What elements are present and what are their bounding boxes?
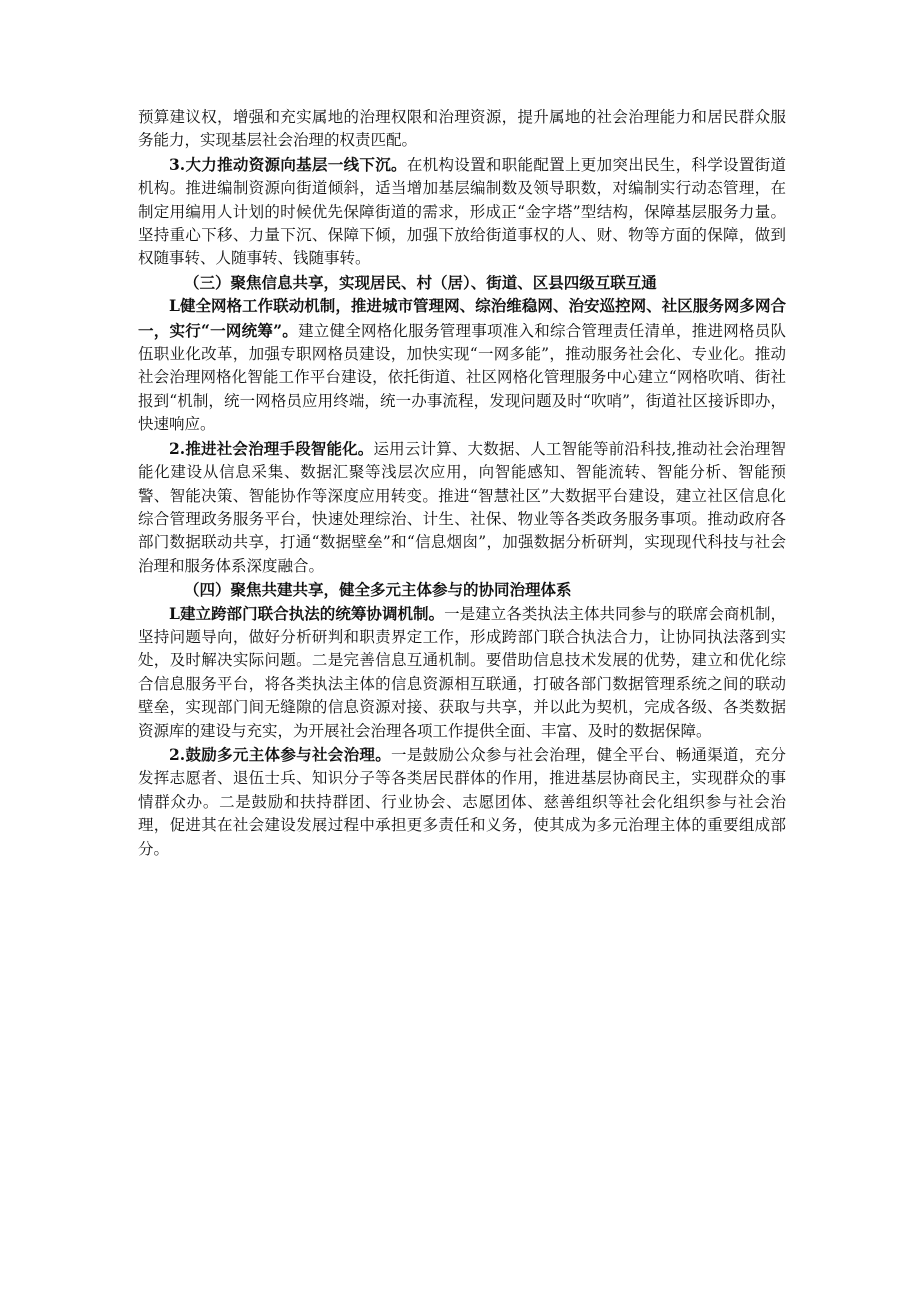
paragraph-text: 一是建立各类执法主体共同参与的联席会商机制，坚持问题导向，做好分析研判和职责界定工作，形成跨部门联合执法合力，让协同执法落到实处，及时解决实际问题。二是完善信息互通机制。要借助信息技术发展的优势，建立和优化综合信息服务平台，将各类执法主体的信息资源相互联通，打破各部门数据管理系统之间的联动壁垒，实现部门间无缝隙的信息资源对接、获取与共享，并以此为契机，完成各级、各类数据资源库的建设与充实，为开展社会治理各项工作提供全面、丰富、及时的数据保障。 (138, 604, 786, 740)
document-page (138, 106, 786, 861)
paragraph-lead: 2.推进社会治理手段智能化。 (169, 438, 374, 458)
paragraph-text: 一是鼓励公众参与社会治理，健全平台、畅通渠道，充分发挥志愿者、退伍士兵、知识分子等各类居民群体的作用，推进基层协商民主，实现群众的事情群众办。二是鼓励和扶持群团、行业协会、志愿团体、慈善组织等社会化组织参与社会治理，促进其在社会建设发展过程中承担更多责任和义务，使其成为多元治理主体的重要组成部分。 (138, 745, 786, 858)
section-heading-4: （四）聚焦共建共享，健全多元主体参与的协同治理体系 (184, 580, 572, 600)
paragraph-intelligent-governance (138, 437, 786, 578)
paragraph-continuation (138, 106, 786, 153)
paragraph-lead: L建立跨部门联合执法的统筹协调机制。 (169, 603, 445, 623)
paragraph-resource-sinking (138, 153, 786, 271)
paragraph-lead: 2.鼓励多元主体参与社会治理。 (169, 744, 392, 764)
paragraph-text: 在机构设置和职能配置上更加突出民生，科学设置街道机构。推进编制资源向街道倾斜，适当增加基层编制数及领导职数，对编制实行动态管理，在制定用编用人计划的时候优先保障街道的需求，形成正“金字塔”型结构，保障基层服务力量。坚持重心下移、力量下沉、保障下倾，加强下放给街道事权的人、财、物等方面的保障，做到权随事转、人随事转、钱随事转。 (138, 155, 786, 268)
paragraph-text: 建立健全网格化服务管理事项准入和综合管理责任清单，推进网格员队伍职业化改革，加强专职网格员建设，加快实现“一网多能”，推动服务社会化、专业化。推动社会治理网格化智能工作平台建设，依托街道、社区网格化管理服务中心建立“网格吹哨、街社报到“机制，统一网格员应用终端，统一办事流程，发现问题及时“吹哨”，街道社区接诉即办，快速响应。 (138, 321, 786, 434)
paragraph-joint-enforcement (138, 602, 786, 743)
paragraph-multi-party (138, 743, 786, 861)
paragraph-lead: 3.大力推动资源向基层一线下沉。 (169, 154, 407, 174)
section-heading-3: （三）聚焦信息共享，实现居民、村（居）、街道、区县四级互联互通 (184, 272, 657, 292)
paragraph-text: 运用云计算、大数据、人工智能等前沿科技,推动社会治理智能化建设从信息采集、数据汇聚等浅层次应用，向智能感知、智能流转、智能分析、智能预警、智能决策、智能协作等深度应用转变。推进“智慧社区”大数据平台建设，建立社区信息化综合管理政务服务平台，快速处理综治、计生、社保、物业等各类政务服务事项。推动政府各部门数据联动共享，打通“数据壁垒”和“信息烟囱”，加强数据分析研判，实现现代科技与社会治理和服务体系深度融合。 (138, 439, 786, 575)
paragraph-text: 预算建议权，增强和充实属地的治理权限和治理资源，提升属地的社会治理能力和居民群众服务能力，实现基层社会治理的权责匹配。 (138, 108, 786, 150)
paragraph-grid-linkage (138, 294, 786, 436)
paragraph-lead: L健全网格工作联动机制，推进城市管理网、综治维稳网、治安巡控网、社区服务网多网合一，实行“一网统筹”。 (138, 296, 786, 340)
